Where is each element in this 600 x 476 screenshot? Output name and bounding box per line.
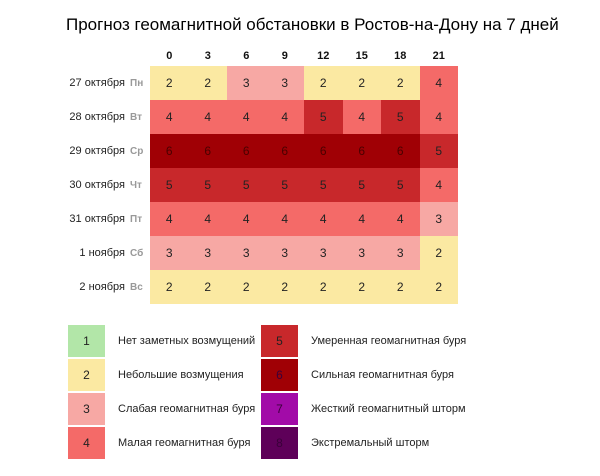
- row-label: [20, 270, 144, 304]
- row-date: 2 ноября: [79, 281, 125, 293]
- heatmap-cell: 3: [150, 236, 189, 270]
- heatmap-cell: 4: [304, 202, 343, 236]
- row-weekday: Пн: [130, 77, 144, 89]
- heatmap-cell: 2: [381, 66, 420, 100]
- heatmap-cell: 2: [150, 66, 189, 100]
- legend-label: Слабая геомагнитная буря: [118, 403, 256, 415]
- hour-tick-label: 18: [394, 50, 407, 62]
- hour-tick-label: 0: [166, 50, 173, 62]
- legend-label: Сильная геомагнитная буря: [311, 369, 454, 381]
- heatmap-cell: 4: [189, 100, 228, 134]
- heatmap-cell: 6: [150, 134, 189, 168]
- heatmap-cell: 4: [343, 202, 382, 236]
- row-label: [20, 236, 144, 270]
- legend-item: [261, 427, 511, 459]
- legend-label: Жесткий геомагнитный шторм: [311, 403, 466, 415]
- hour-tick-label: 6: [243, 50, 250, 62]
- heatmap-cell: 5: [150, 168, 189, 202]
- heatmap-cell: 6: [343, 134, 382, 168]
- hour-tick-label: 12: [317, 50, 330, 62]
- heatmap-cell: 2: [304, 270, 343, 304]
- heatmap-cell: 6: [381, 134, 420, 168]
- heatmap-cell: 2: [420, 270, 459, 304]
- row-weekday: Вс: [130, 281, 143, 293]
- heatmap-cell: 5: [304, 168, 343, 202]
- row-label: [20, 202, 144, 236]
- legend-swatch: 1: [68, 325, 105, 357]
- heatmap-cell: 3: [266, 236, 305, 270]
- legend-swatch: 4: [68, 427, 105, 459]
- heatmap-cell: 2: [227, 270, 266, 304]
- heatmap-cell: 4: [420, 100, 459, 134]
- heatmap-cell: 4: [227, 202, 266, 236]
- heatmap-cell: 3: [227, 66, 266, 100]
- row-date: 27 октября: [69, 77, 125, 89]
- heatmap-cell: 4: [420, 168, 459, 202]
- heatmap-cell: 5: [381, 168, 420, 202]
- row-label: [20, 66, 144, 100]
- heatmap-cell: 3: [189, 236, 228, 270]
- row-date: 30 октября: [69, 179, 125, 191]
- heatmap-cell: 5: [189, 168, 228, 202]
- row-label: [20, 168, 144, 202]
- legend-label: Экстремальный шторм: [311, 437, 430, 449]
- row-label: [20, 100, 144, 134]
- heatmap-cell: 4: [266, 100, 305, 134]
- heatmap-cell: 5: [381, 100, 420, 134]
- heatmap-cell: 2: [189, 270, 228, 304]
- legend-label: Нет заметных возмущений: [118, 335, 256, 347]
- heatmap-cell: 4: [227, 100, 266, 134]
- heatmap-cell: 2: [189, 66, 228, 100]
- row-weekday: Ср: [130, 145, 144, 157]
- heatmap-cell: 6: [227, 134, 266, 168]
- heatmap-cell: 4: [266, 202, 305, 236]
- legend-swatch: 8: [261, 427, 298, 459]
- legend-swatch: 3: [68, 393, 105, 425]
- heatmap-cell: 4: [343, 100, 382, 134]
- heatmap-cell: 5: [343, 168, 382, 202]
- row-date: 31 октября: [69, 213, 125, 225]
- legend-swatch: 5: [261, 325, 298, 357]
- legend-item: [261, 393, 511, 425]
- legend-label: Малая геомагнитная буря: [118, 437, 251, 449]
- heatmap-cell: 2: [343, 66, 382, 100]
- legend-item: [261, 325, 511, 357]
- legend-item: [261, 359, 511, 391]
- heatmap-cell: 3: [381, 236, 420, 270]
- heatmap-cell: 4: [150, 100, 189, 134]
- heatmap-cell: 4: [150, 202, 189, 236]
- hour-axis: [150, 50, 458, 64]
- heatmap-cell: 3: [304, 236, 343, 270]
- hour-tick-label: 9: [281, 50, 288, 62]
- heatmap-cell: 5: [227, 168, 266, 202]
- heatmap-cell: 4: [420, 66, 459, 100]
- hour-tick-label: 21: [432, 50, 445, 62]
- legend-label: Небольшие возмущения: [118, 369, 244, 381]
- chart-title: Прогноз геомагнитной обстановки в Ростов-на-Дону на 7 дней: [66, 15, 559, 34]
- row-weekday: Чт: [130, 179, 142, 191]
- heatmap-cell: 2: [381, 270, 420, 304]
- heatmap-cell: 2: [304, 66, 343, 100]
- row-label: [20, 134, 144, 168]
- row-weekday: Вт: [130, 111, 142, 123]
- heatmap-cell: 5: [266, 168, 305, 202]
- heatmap-grid: [150, 66, 458, 304]
- heatmap-cell: 6: [266, 134, 305, 168]
- heatmap-cell: 5: [304, 100, 343, 134]
- legend-label: Умеренная геомагнитная буря: [311, 335, 467, 347]
- hour-tick-label: 3: [204, 50, 211, 62]
- heatmap-cell: 2: [420, 236, 459, 270]
- heatmap-cell: 4: [189, 202, 228, 236]
- row-date: 29 октября: [69, 145, 125, 157]
- legend-swatch: 7: [261, 393, 298, 425]
- heatmap-cell: 6: [304, 134, 343, 168]
- heatmap-cell: 2: [343, 270, 382, 304]
- row-weekday: Пт: [130, 213, 143, 225]
- heatmap-cell: 3: [420, 202, 459, 236]
- heatmap-cell: 5: [420, 134, 459, 168]
- heatmap-cell: 2: [266, 270, 305, 304]
- hour-tick-label: 15: [355, 50, 368, 62]
- legend-swatch: 6: [261, 359, 298, 391]
- heatmap-cell: 3: [343, 236, 382, 270]
- heatmap-cell: 6: [189, 134, 228, 168]
- heatmap-cell: 3: [227, 236, 266, 270]
- legend-swatch: 2: [68, 359, 105, 391]
- heatmap-cell: 4: [381, 202, 420, 236]
- heatmap-cell: 3: [266, 66, 305, 100]
- heatmap-cell: 2: [150, 270, 189, 304]
- row-date: 28 октября: [69, 111, 125, 123]
- row-weekday: Сб: [130, 247, 144, 259]
- row-date: 1 ноября: [79, 247, 125, 259]
